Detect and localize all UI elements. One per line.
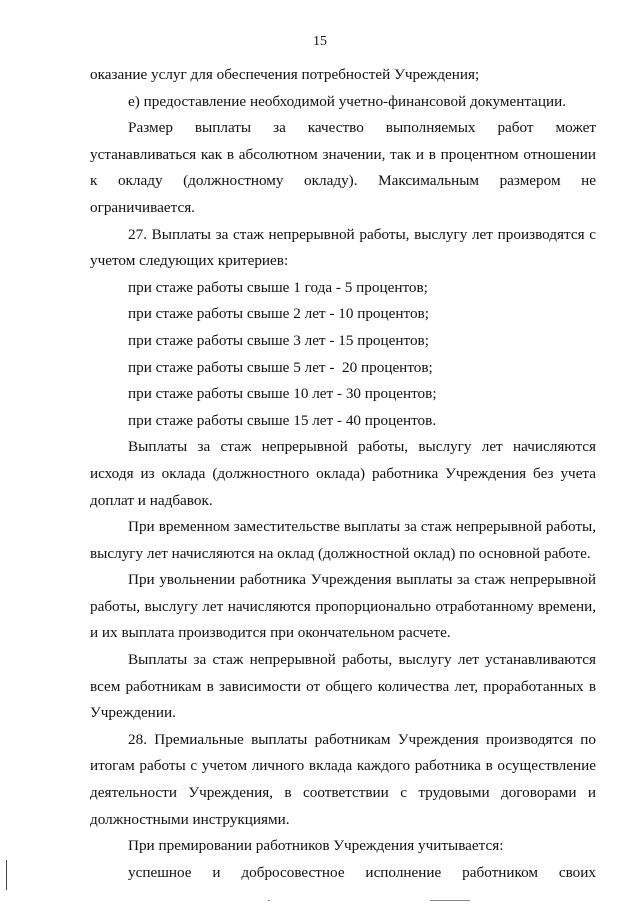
paragraph-bonus-criteria-start: успешное и добросовестное исполнение работником своих — [128, 863, 596, 881]
paragraph-quality-payment: Размер выплаты за качество выполняемых работ может устанавливаться как в абсолютном значении, так и в процентном отношении к окладу (должностному окладу). Максимальным размером не ограничивается. — [90, 119, 596, 216]
criteria-item: при стаже работы свыше 2 лет - 10 процентов; — [128, 305, 429, 323]
scan-bottom-mark — [268, 900, 270, 901]
scan-bottom-mark — [430, 900, 470, 901]
paragraph-calculation-basis: Выплаты за стаж непрерывной работы, выслугу лет начисляются исходя из оклада (должностного оклада) работника Учреждения без учета доплат и надбавок. — [90, 438, 596, 509]
paragraph-all-employees: Выплаты за стаж непрерывной работы, выслугу лет устанавливаются всем работникам в зависимости от общего количества лет, проработанных в Учреждении. — [90, 651, 596, 722]
paragraph-temporary-substitution: При временном заместительстве выплаты за стаж непрерывной работы, выслугу лет начисляются на оклад (должностной оклад) по основной работе. — [90, 518, 596, 562]
scan-edge-mark — [6, 860, 7, 890]
criteria-item: при стаже работы свыше 5 лет - 20 процентов; — [128, 358, 433, 376]
paragraph-dismissal: При увольнении работника Учреждения выплаты за стаж непрерывной работы, выслугу лет начисляются пропорционально отработанному времени, и их выплата производится при окончательном расчете. — [90, 571, 596, 642]
paragraph-28-bonus: 28. Премиальные выплаты работникам Учреждения производятся по итогам работы с учетом личного вклада каждого работника в осуществление деятельности Учреждения, в соответствии с трудовыми договорами и должностными инструкциями. — [90, 730, 596, 828]
paragraph-bonus-criteria-heading: При премировании работников Учреждения учитывается: — [128, 837, 504, 855]
criteria-list — [90, 275, 596, 435]
paragraph-27-heading: 27. Выплаты за стаж непрерывной работы, выслугу лет производятся с учетом следующих критериев: — [90, 225, 596, 270]
criteria-item: при стаже работы свыше 3 лет - 15 процентов; — [128, 331, 429, 349]
criteria-item: при стаже работы свыше 10 лет - 30 процентов; — [128, 385, 437, 403]
paragraph-continuation: оказание услуг для обеспечения потребностей Учреждения; — [90, 66, 480, 83]
page-number: 15 — [313, 34, 327, 49]
criteria-item: при стаже работы свыше 1 года - 5 процентов; — [128, 278, 428, 296]
paragraph-item-e: е) предоставление необходимой учетно-финансовой документации. — [128, 92, 567, 110]
criteria-item: при стаже работы свыше 15 лет - 40 процентов. — [128, 411, 437, 429]
document-body — [90, 62, 596, 886]
